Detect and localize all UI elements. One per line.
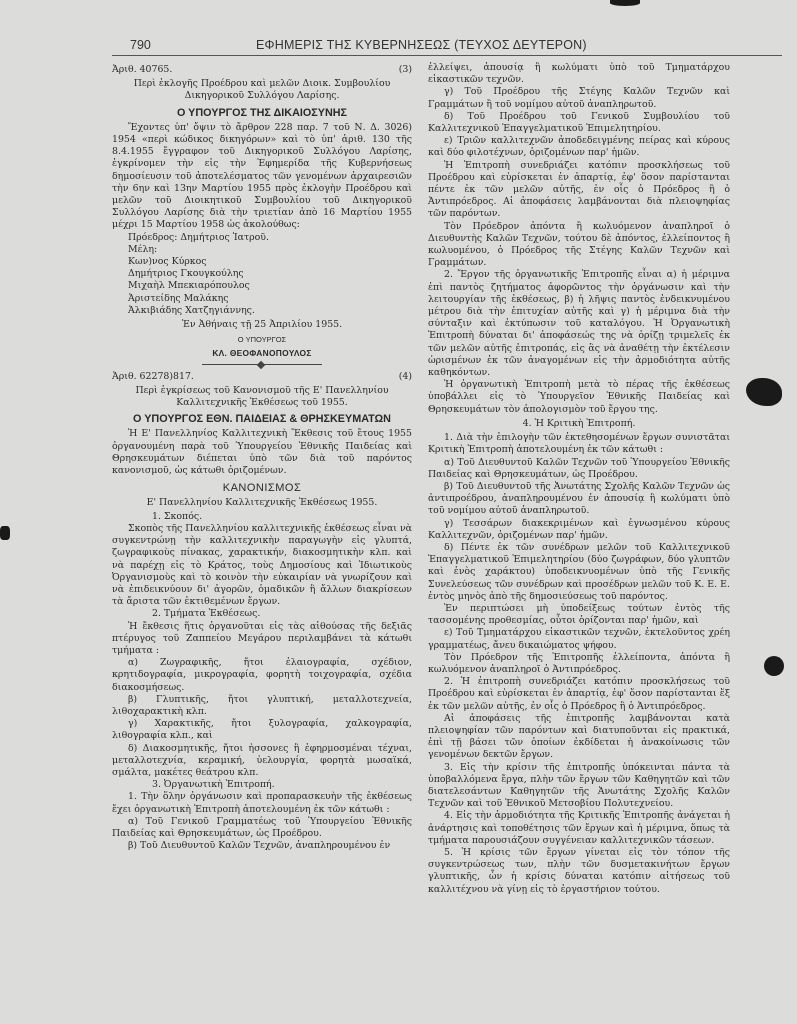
list-item: δ) Τοῦ Προέδρου τοῦ Γενικοῦ Συμβουλίου τοῦ Καλλιτεχνικοῦ Ἐπαγγελματικοῦ Ἐπιμελητηρίου. xyxy=(428,110,730,135)
decision-body: Ἡ Ε' Πανελληνίος Καλλιτεχνικὴ Ἔκθεσις τοῦ ἔτους 1955 ὀργανουμένη παρὰ τοῦ Ὑπουργείου Ἐθνικῆς Παιδείας καὶ Θρησκευμάτων διέπεται ὑπὸ τῶν διὰ τοῦ παρόντος κανονισμοῦ, ὡς κάτωθι ὁριζομένων. xyxy=(112,428,412,477)
right-column xyxy=(428,62,730,896)
regulation-subtitle: Ε' Πανελληνίου Καλλιτεχνικῆς Ἐκθέσεως 1955. xyxy=(146,496,378,508)
paragraph: Τὸν Πρόεδρον τῆς Ἐπιτροπῆς ἐλλείποντα, ἀπόντα ἢ κωλυόμενον ἀναπληροῖ ὁ Ἀντιπρόεδρος. xyxy=(428,651,730,675)
regulation-title: ΚΑΝΟΝΙΣΜΟΣ xyxy=(222,482,302,495)
decision-subject: Περὶ ἐγκρίσεως τοῦ Κανονισμοῦ τῆς Ε' Πανελληνίου Καλλιτεχνικῆς Ἐκθέσεως τοῦ 1955. xyxy=(135,384,389,409)
date-line: Ἐν Ἀθήναις τῇ 25 Ἀπριλίου 1955. xyxy=(181,319,343,331)
list-item: δ) Πέντε ἐκ τῶν συνέδρων μελῶν τοῦ Καλλιτεχνικοῦ Ἐπαγγελματικοῦ Ἐπιμελητηρίου (δύο ζωγράφων, δύο γλυπτῶν καὶ ἑνὸς χαράκτου) ὑποδεικνυομένων ὑπὸ τῆς Γενικῆς Συνελεύσεως τῶν συνέδρων καὶ προσέδρων μελῶν τοῦ Κ. Ε. Ε. ἐντὸς μηνὸς ἀπὸ τῆς δημοσιεύσεως τοῦ παρόντος. xyxy=(428,541,730,602)
decision-body: Ἔχοντες ὑπ' ὄψιν τὸ ἄρθρον 228 παρ. 7 τοῦ Ν. Δ. 3026) 1954 «περὶ κώδικος δικηγόρων» καὶ τὸ ὑπ' ἀριθ. 130 τῆς 8.4.1955 ἔγγραφον τοῦ Δικηγορικοῦ Συλλόγου Λαρίσης, ἐγκρίνομεν τὴν εἰς τὴν Ἐφημερίδα τῆς Κυβερνήσεως δημοσίευσιν τοῦ ἀποτελέσματος τῶν γενομένων ἀρχαιρεσιῶν τὴν 6ην καὶ 13ην Μαρτίου 1955 πρὸς ἐκλογὴν Προέδρου καὶ μελῶν τοῦ Διοικητικοῦ Συμβουλίου τοῦ Δικηγορικοῦ Συλλόγου Λαρίσης διὰ τὴν τριετίαν ἀπὸ 16 Μαρτίου 1955 μέχρι 15 Μαρτίου 1958 ὡς ἀκολούθως: xyxy=(112,121,412,231)
list-item: β) Γλυπτικῆς, ἤτοι γλυπτική, μεταλλοτεχνεία, λιθοχαρακτικὴ κλπ. xyxy=(112,693,412,717)
ink-blot xyxy=(610,0,640,6)
ink-blot xyxy=(0,526,10,540)
section-body: Σκοπὸς τῆς Πανελληνίου καλλιτεχνικῆς ἐκθέσεως εἶναι νὰ συγκεντρώνῃ τὴν καλλιτεχνικὴν παραγωγὴν εἰς γλυπτά, ζωγραφικοὺς πίνακας, χαρακτικήν, διακοσμητικὴν κλπ. καὶ νὰ παρέχῃ εἰς τὸ Κράτος, τοὺς Δημοσίους καὶ Ἰδιωτικοὺς Ὀργανισμοὺς καὶ τὸ κοινὸν τὴν εὐκαιρίαν νὰ γνωρίζουν καὶ νὰ ἐπιδεικνύουν δι' ἀγορῶν, ὁμαδικῶν ἢ ἄλλων διακρίσεων τὰ ἄριστα τῶν ἐκτιθεμένων ἔργων. xyxy=(112,522,412,608)
gazette-title: ΕΦΗΜΕΡΙΣ ΤΗΣ ΚΥΒΕΡΝΗΣΕΩΣ (ΤΕΥΧΟΣ ΔΕΥΤΕΡΟΝ) xyxy=(256,38,587,52)
members-label: Μέλη: xyxy=(128,243,158,255)
list-item: γ) Τοῦ Προέδρου τῆς Στέγης Καλῶν Τεχνῶν καὶ Γραμμάτων ἢ τοῦ νομίμου αὐτοῦ ἀναπληρωτοῦ. xyxy=(428,86,730,110)
paragraph: Αἱ ἀποφάσεις τῆς ἐπιτροπῆς λαμβάνονται κατὰ πλειοψηφίαν τῶν παρόντων καὶ διατυποῦνται εἰς πρακτικά, ἐπὶ τῇ βάσει τῶν ὁποίων ἐκδίδεται ἡ ἀνακοίνωσις τῶν γενομένων δεκτῶν ἔργων. xyxy=(428,712,730,761)
section-title: 4. Ἡ Κριτικὴ Ἐπιτροπή. xyxy=(522,417,636,429)
left-column xyxy=(112,62,412,852)
page-header xyxy=(112,36,700,54)
section-body: 1. Διὰ τὴν ἐπιλογὴν τῶν ἐκτεθησομένων ἔργων συνιστᾶται Κριτικὴ Ἐπιτροπὴ ἀποτελουμένη ἐκ τῶν κάτωθι : xyxy=(428,432,730,456)
list-item: β) Τοῦ Διευθυντοῦ Καλῶν Τεχνῶν, ἀναπληρουμένου ἐν xyxy=(128,840,391,852)
decision-subject: Περὶ ἐκλογῆς Προέδρου καὶ μελῶν Διοικ. Συμβουλίου Δικηγορικοῦ Συλλόγου Λαρίσης. xyxy=(133,78,391,102)
list-item: γ) Τεσσάρων διακεκριμένων καὶ ἐγνωσμένου κύρους Καλλιτεχνῶν, ὁριζομένων παρ' ἡμῶν. xyxy=(428,517,730,541)
paragraph: Ἐν περιπτώσει μὴ ὑποδείξεως τούτων ἐντὸς τῆς τασσομένης προθεσμίας, οὗτοι ὁρίζονται παρ' ἡμῶν, καὶ xyxy=(428,602,730,627)
section-body: 1. Τὴν ὅλην ὀργάνωσιν καὶ προπαρασκευὴν τῆς ἐκθέσεως ἔχει ὀργανωτικὴ Ἐπιτροπὴ ἀποτελουμένη ἐκ τῶν κάτωθι : xyxy=(112,791,412,815)
section-title: 1. Σκοπός. xyxy=(152,510,203,522)
section-title: 2. Τμήματα Ἐκθέσεως. xyxy=(152,608,261,620)
list-item: ε) Τοῦ Τμηματάρχου εἰκαστικῶν τεχνῶν, ἐκτελοῦντος χρέη γραμματέως, ἄνευ δικαιώματος ψήφου. xyxy=(428,627,730,651)
president-line: Πρόεδρος: Δημήτριος Ἰατροῦ. xyxy=(128,231,269,243)
decision-index: (4) xyxy=(398,370,412,382)
header-rule xyxy=(112,55,782,56)
decision-number-row xyxy=(112,64,412,76)
list-item: γ) Χαρακτικῆς, ἤτοι ξυλογραφία, χαλκογραφία, λιθογραφία κλπ., καὶ xyxy=(112,718,412,742)
minister-heading: Ο ΥΠΟΥΡΓΟΣ ΤΗΣ ΔΙΚΑΙΟΣΥΝΗΣ xyxy=(176,106,348,119)
ink-blot xyxy=(764,656,784,676)
decision-number: Ἀριθ. 40765. xyxy=(112,64,173,75)
section-body: Ἡ ἔκθεσις ἥτις ὀργανοῦται εἰς τὰς αἰθούσας τῆς δεξιᾶς πτέρυγος τοῦ Ζαππείου Μεγάρου περιλαμβάνει τὰ κάτωθι τμήματα : xyxy=(112,620,412,656)
decision-number: Ἀριθ. 62278)817. xyxy=(112,370,194,382)
paragraph: 2. Ἡ ἐπιτροπὴ συνεδριάζει κατόπιν προσκλήσεως τοῦ Προέδρου καὶ εὑρίσκεται ἐν ἀπαρτίᾳ, ἐφ' ὅσον παρίστανται ἕξ ἐκ τῶν μελῶν αὐτῆς, ἐν οἷς ὁ Πρόεδρος ἢ ὁ Ἀντιπρόεδρος. xyxy=(428,676,730,712)
list-item: α) Τοῦ Διευθυντοῦ Καλῶν Τεχνῶν τοῦ Ὑπουργείου Ἐθνικῆς Παιδείας καὶ Θρησκευμάτων, ὡς Προέδρου. xyxy=(428,456,730,480)
member-name: Ἀλκιβιάδης Χατζηγιάννης. xyxy=(128,304,255,316)
section-divider xyxy=(202,364,322,365)
paragraph: Τὸν Πρόεδρον ἀπόντα ἢ κωλυόμενον ἀναπληροῖ ὁ Διευθυντὴς Καλῶν Τεχνῶν, τούτου δὲ ἀπόντος, ἐλλείποντος ἢ κωλυομένου, ὁ Πρόεδρος τῆς Στέγης Καλῶν Τεχνῶν καὶ Γραμμάτων. xyxy=(428,220,730,269)
list-item: β) Τοῦ Διευθυντοῦ τῆς Ἀνωτάτης Σχολῆς Καλῶν Τεχνῶν ὡς ἀντιπροέδρου, ἀναπληρουμένου ἐν ἀπουσίᾳ ἢ κωλύματι ὑπὸ τοῦ νομίμου αὐτοῦ ἀναπληρωτοῦ. xyxy=(428,480,730,517)
member-name: Δημήτριος Γκουγκούλης xyxy=(128,268,244,280)
member-name: Μιχαὴλ Μπεκιαρόπουλος xyxy=(128,280,250,292)
minister-label: Ο ΥΠΟΥΡΓΟΣ xyxy=(237,335,287,345)
paragraph: Ἡ ὀργανωτικὴ Ἐπιτροπὴ μετὰ τὸ πέρας τῆς ἐκθέσεως ὑποβάλλει εἰς τὸ Ὑπουργεῖον Ἐθνικῆς Παιδείας καὶ Θρησκευμάτων τὸν ἀπολογισμὸν τοῦ ἔργου της. xyxy=(428,379,730,415)
paragraph: ἐλλείψει, ἀπουσίᾳ ἢ κωλύματι ὑπὸ τοῦ Τμηματάρχου εἰκαστικῶν τεχνῶν. xyxy=(428,62,730,86)
paragraph: 2. Ἔργον τῆς ὀργανωτικῆς Ἐπιτροπῆς εἶναι α) ἡ μέριμνα ἐπὶ παντὸς ζητήματος ἀφορῶντος τὴν ὀργάνωσιν καὶ τὴν λειτουργίαν τῆς ἐκθέσεως, β) ἡ λῆψις παντὸς ἐνδεικνυμένου μέτρου διὰ τὴν ἐπιτυχίαν αὐτῆς καὶ γ) ἡ μέριμνα διὰ τὴν σύνταξιν καὶ ἐκτύπωσιν τοῦ καταλόγου. Ἡ Ὀργανωτικὴ Ἐπιτροπὴ δύναται δι' ἀποφάσεώς της νὰ ὁρίζῃ τριμελεῖς ἐκ τῶν μελῶν αὐτῆς ἐπιτροπάς, εἰς ἃς νὰ ἀναθέτῃ τὴν ἐκτέλεσιν ὡρισμένων ἐκ τῶν ἀναγομένων εἰς τὴν ἁρμοδιότητα αὐτῆς καθηκόντων. xyxy=(428,269,730,379)
page-number: 790 xyxy=(130,38,151,52)
member-name: Κων)νος Κύρκος xyxy=(128,256,207,268)
section-title: 3. Ὀργανωτικὴ Ἐπιτροπή. xyxy=(152,779,275,791)
minister-heading: Ο ΥΠΟΥΡΓΟΣ ΕΘΝ. ΠΑΙΔΕΙΑΣ & ΘΡΗΣΚΕΥΜΑΤΩΝ xyxy=(133,413,391,426)
decision-number-row xyxy=(112,371,412,383)
paragraph: 4. Εἰς τὴν ἁρμοδιότητα τῆς Κριτικῆς Ἐπιτροπῆς ἀνάγεται ἡ ἀνάρτησις καὶ τοποθέτησις τῶν ἔργων καὶ ἡ μέριμνα, ὅπως τὰ τμήματα παρουσιάζουν συγγένειαν καλλιτεχνικῶν τάσεων. xyxy=(428,810,730,846)
paragraph: 3. Εἰς τὴν κρίσιν τῆς ἐπιτροπῆς ὑπόκεινται πάντα τὰ ὑποβαλλόμενα ἔργα, πλὴν τῶν ἔργων τῶν Καθηγητῶν καὶ τῶν διατελεσάντων Καθηγητῶν τῆς Ἀνωτάτης Σχολῆς Καλῶν Τεχνῶν καὶ τοῦ Ἐθνικοῦ Μετσοβίου Πολυτεχνείου. xyxy=(428,761,730,810)
paragraph: Ἡ Ἐπιτροπὴ συνεδριάζει κατόπιν προσκλήσεως τοῦ Προέδρου καὶ εὑρίσκεται ἐν ἀπαρτίᾳ, ἐφ' ὅσον παρίστανται πέντε ἐκ τῶν μελῶν αὐτῆς, ἐν οἷς ὁ Πρόεδρος ἢ ὁ Ἀντιπρόεδρος. Αἱ ἀποφάσεις λαμβάνονται διὰ πλειοψηφίας τῶν παρόντων. xyxy=(428,159,730,220)
minister-signature: ΚΛ. ΘΕΟΦΑΝΟΠΟΥΛΟΣ xyxy=(212,348,312,359)
ink-blot xyxy=(746,378,782,406)
list-item: ε) Τριῶν καλλιτεχνῶν ἀποδεδειγμένης πείρας καὶ κύρους καὶ δύο φιλοτέχνων, ὁριζομένων παρ' ἡμῶν. xyxy=(428,135,730,159)
list-item: α) Τοῦ Γενικοῦ Γραμματέως τοῦ Ὑπουργείου Ἐθνικῆς Παιδείας καὶ Θρησκευμάτων, ὡς Προέδρου. xyxy=(112,815,412,839)
list-item: α) Ζωγραφικῆς, ἤτοι ἐλαιογραφία, σχέδιον, κρητιδογραφία, μικρογραφία, φορητὴ τοιχογραφία, σχέδια διακοσμήσεως. xyxy=(112,657,412,693)
member-name: Ἀριστείδης Μαλάκης xyxy=(128,292,229,304)
decision-index: (3) xyxy=(398,64,412,75)
list-item: δ) Διακοσμητικῆς, ἤτοι ἠσσονες ἢ ἐφηρμοσμέναι τέχναι, μεταλλοτεχνία, κεραμική, ὑελουργία, φορητὰ μωσαϊκά, σμάλτα, μακέτες θεάτρου κλπ. xyxy=(112,742,412,778)
paragraph: 5. Ἡ κρίσις τῶν ἔργων γίνεται εἰς τὸν τόπον τῆς συγκεντρώσεως των, πλὴν τῶν δυσμετακινήτων ἔργων γλυπτικῆς, ὧν ἡ κρίσις δύναται κατόπιν αἰτήσεως τοῦ καλλιτέχνου νὰ γίνῃ εἰς τὸ ἐργαστήριον τούτου. xyxy=(428,847,730,895)
